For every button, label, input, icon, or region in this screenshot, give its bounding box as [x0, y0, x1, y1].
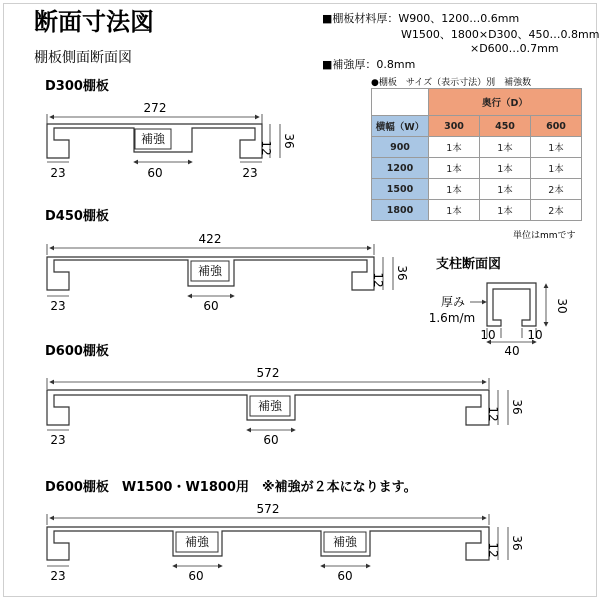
section-label-d300: D300棚板 — [45, 79, 109, 94]
depth-header: 奥行（D） — [429, 89, 582, 116]
dim-center-d450: 60 — [203, 299, 219, 313]
section-label-d600: D600棚板 — [45, 344, 109, 359]
dim-lip-d450: 12 — [371, 272, 385, 288]
section-label-d600-wide: D600棚板 W1500・W1800用 ※補強が２本になります。 — [45, 480, 417, 495]
dim-center-d300: 60 — [147, 166, 163, 180]
post-dim-height: 30 — [555, 298, 569, 314]
dim-height-d300: 36 — [282, 133, 296, 149]
page-title: 断面寸法図 — [34, 8, 154, 36]
depth-col-600: 600 — [531, 116, 582, 137]
dim-width-d300: 272 — [143, 101, 167, 115]
dim-lip-d300: 12 — [259, 140, 273, 156]
section-d600-wide — [45, 479, 524, 583]
table-cell: 2本 — [531, 179, 582, 200]
table-caption: ●棚板 サイズ（表示寸法）別 補強数 — [371, 78, 532, 88]
post-thickness-value: 1.6m/m — [428, 311, 476, 325]
table-cell: 1本 — [531, 137, 582, 158]
table-cell: 1本 — [480, 158, 531, 179]
reinforce-label-d300: 補強 — [140, 132, 166, 146]
post-title: 支柱断面図 — [436, 257, 502, 272]
dim-height-d450: 36 — [395, 265, 409, 281]
dim-center2-d600-wide: 60 — [337, 569, 353, 583]
reinforce-label-d600: 補強 — [257, 399, 283, 413]
table-cell: 1本 — [480, 137, 531, 158]
unit-note: 単位はmmです — [513, 231, 576, 241]
post-thickness-label: 厚み — [440, 295, 466, 309]
table-row — [372, 200, 582, 221]
dim-center-d600: 60 — [263, 433, 279, 447]
dim-height-d600: 36 — [510, 399, 524, 415]
depth-col-300: 300 — [429, 116, 480, 137]
page-subtitle: 棚板側面断面図 — [34, 50, 132, 66]
material-line-4: ■補強厚：0.8mm — [322, 58, 416, 71]
width-header: 横幅（W） — [372, 116, 429, 137]
dim-lip-d600: 12 — [486, 406, 500, 422]
depth-col-450: 450 — [480, 116, 531, 137]
dim-right-d300: 23 — [242, 166, 258, 180]
section-d300 — [45, 78, 296, 180]
dim-left-d600-wide: 23 — [50, 569, 66, 583]
table-corner — [372, 89, 429, 116]
material-line-2: W1500、1800×D300、450…0.8mm — [401, 28, 600, 41]
row-width-1800: 1800 — [372, 200, 429, 221]
post-dim-right: 10 — [527, 328, 543, 342]
post-dim-width: 40 — [504, 344, 520, 358]
table-row — [372, 179, 582, 200]
section-d450 — [45, 208, 409, 313]
post-profile — [487, 283, 536, 326]
dim-width-d600: 572 — [256, 366, 280, 380]
dim-left-d300: 23 — [50, 166, 66, 180]
reinforce-label-d450: 補強 — [197, 264, 223, 278]
dim-left-d600: 23 — [50, 433, 66, 447]
table-row — [372, 137, 582, 158]
section-d600 — [45, 343, 524, 447]
table-cell: 1本 — [429, 158, 480, 179]
row-width-900: 900 — [372, 137, 429, 158]
material-line-1: ■棚板材料厚：W900、1200…0.6mm — [322, 12, 520, 25]
row-width-1200: 1200 — [372, 158, 429, 179]
table-row — [372, 158, 582, 179]
table-cell: 1本 — [531, 158, 582, 179]
material-line-3: ×D600…0.7mm — [470, 42, 559, 55]
shelf-profile-d600-wide — [47, 527, 489, 560]
dim-width-d450: 422 — [198, 232, 222, 246]
dim-left-d450: 23 — [50, 299, 66, 313]
table-cell: 1本 — [429, 137, 480, 158]
reinforce-label-1-d600-wide: 補強 — [184, 535, 210, 549]
dim-lip-d600-wide: 12 — [486, 542, 500, 558]
table-cell: 2本 — [531, 200, 582, 221]
table-cell: 1本 — [480, 179, 531, 200]
reinforce-label-2-d600-wide: 補強 — [332, 535, 358, 549]
dim-center1-d600-wide: 60 — [188, 569, 204, 583]
table-cell: 1本 — [429, 179, 480, 200]
row-width-1500: 1500 — [372, 179, 429, 200]
table-cell: 1本 — [480, 200, 531, 221]
post-dim-left: 10 — [480, 328, 496, 342]
section-label-d450: D450棚板 — [45, 209, 109, 224]
dim-height-d600-wide: 36 — [510, 535, 524, 551]
dim-width-d600-wide: 572 — [256, 502, 280, 516]
post-section — [429, 256, 569, 358]
reinforcement-table — [371, 88, 582, 221]
table-cell: 1本 — [429, 200, 480, 221]
